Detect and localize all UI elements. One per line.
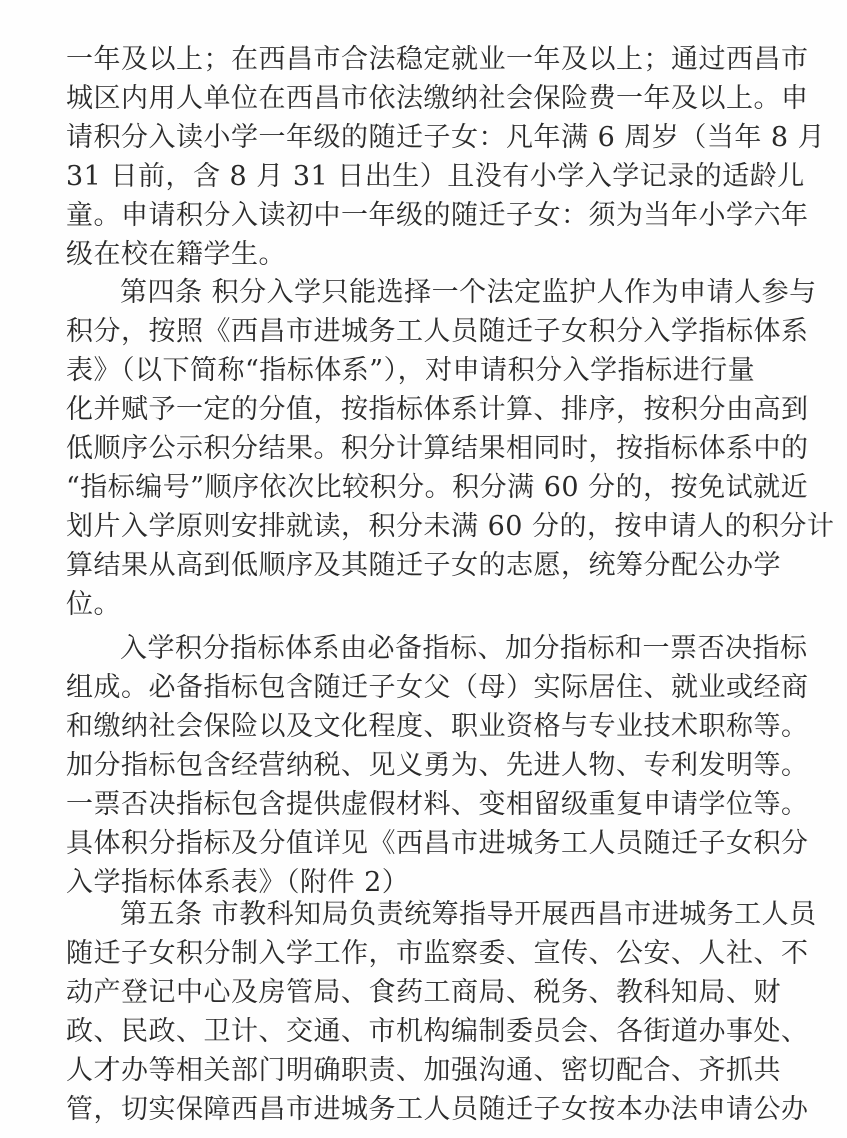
text-line: 算结果从高到低顺序及其随迁子女的志愿，统筹分配公办学 [66, 550, 781, 581]
paragraph-article-4 [66, 273, 835, 624]
text-line: 入学积分指标体系由必备指标、加分指标和一票否决指标 [120, 633, 808, 664]
text-line: 低顺序公示积分结果。积分计算结果相同时，按指标体系中的 [66, 433, 809, 464]
text-line: 划片入学原则安排就读，积分未满 60 分的，按申请人的积分计 [66, 511, 835, 542]
text-line: 具体积分指标及分值详见《西昌市进城务工人员随迁子女积分 [66, 828, 809, 859]
text-line: 第四条 积分入学只能选择一个法定监护人作为申请人参与 [120, 277, 817, 308]
text-line: 一年及以上；在西昌市合法稳定就业一年及以上；通过西昌市 [66, 44, 809, 75]
text-line: 政、民政、卫计、交通、市机构编制委员会、各街道办事处、 [66, 1016, 809, 1047]
text-line: 加分指标包含经营纳税、见义勇为、先进人物、专利发明等。 [66, 750, 809, 781]
text-line: 化并赋予一定的分值，按指标体系计算、排序，按积分由高到 [66, 394, 809, 425]
text-line: 人才办等相关部门明确职责、加强沟通、密切配合、齐抓共 [66, 1055, 781, 1086]
text-line: 和缴纳社会保险以及文化程度、职业资格与专业技术职称等。 [66, 711, 809, 742]
text-line: 随迁子女积分制入学工作，市监察委、宣传、公安、人社、不 [66, 938, 809, 969]
text-line: 第五条 市教科知局负责统筹指导开展西昌市进城务工人员 [120, 899, 817, 930]
text-line: 表》（以下简称“指标体系”），对申请积分入学指标进行量 [66, 355, 756, 386]
text-line: 请积分入读小学一年级的随迁子女：凡年满 6 周岁（当年 8 月 [66, 122, 826, 153]
paragraph-indicator-system [66, 629, 809, 902]
paragraph-continuation [66, 40, 826, 274]
paragraph-article-5 [66, 895, 817, 1129]
text-line: 童。申请积分入读初中一年级的随迁子女：须为当年小学六年 [66, 200, 809, 231]
text-line: 组成。必备指标包含随迁子女父（母）实际居住、就业或经商 [66, 672, 809, 703]
text-line: 积分，按照《西昌市进城务工人员随迁子女积分入学指标体系 [66, 316, 809, 347]
text-line: 位。 [66, 589, 121, 620]
text-line: 31 日前，含 8 月 31 日出生）且没有小学入学记录的适龄儿 [66, 161, 805, 192]
text-line: 入学指标体系表》（附件 2） [66, 867, 410, 898]
text-line: 城区内用人单位在西昌市依法缴纳社会保险费一年及以上。申 [66, 83, 809, 114]
text-line: 动产登记中心及房管局、食药工商局、税务、教科知局、财 [66, 977, 781, 1008]
text-line: 管，切实保障西昌市进城务工人员随迁子女按本办法申请公办 [66, 1094, 809, 1125]
text-line: “指标编号”顺序依次比较积分。积分满 60 分的，按免试就近 [66, 472, 809, 503]
text-line: 一票否决指标包含提供虚假材料、变相留级重复申请学位等。 [66, 789, 809, 820]
text-line: 级在校在籍学生。 [66, 239, 286, 270]
